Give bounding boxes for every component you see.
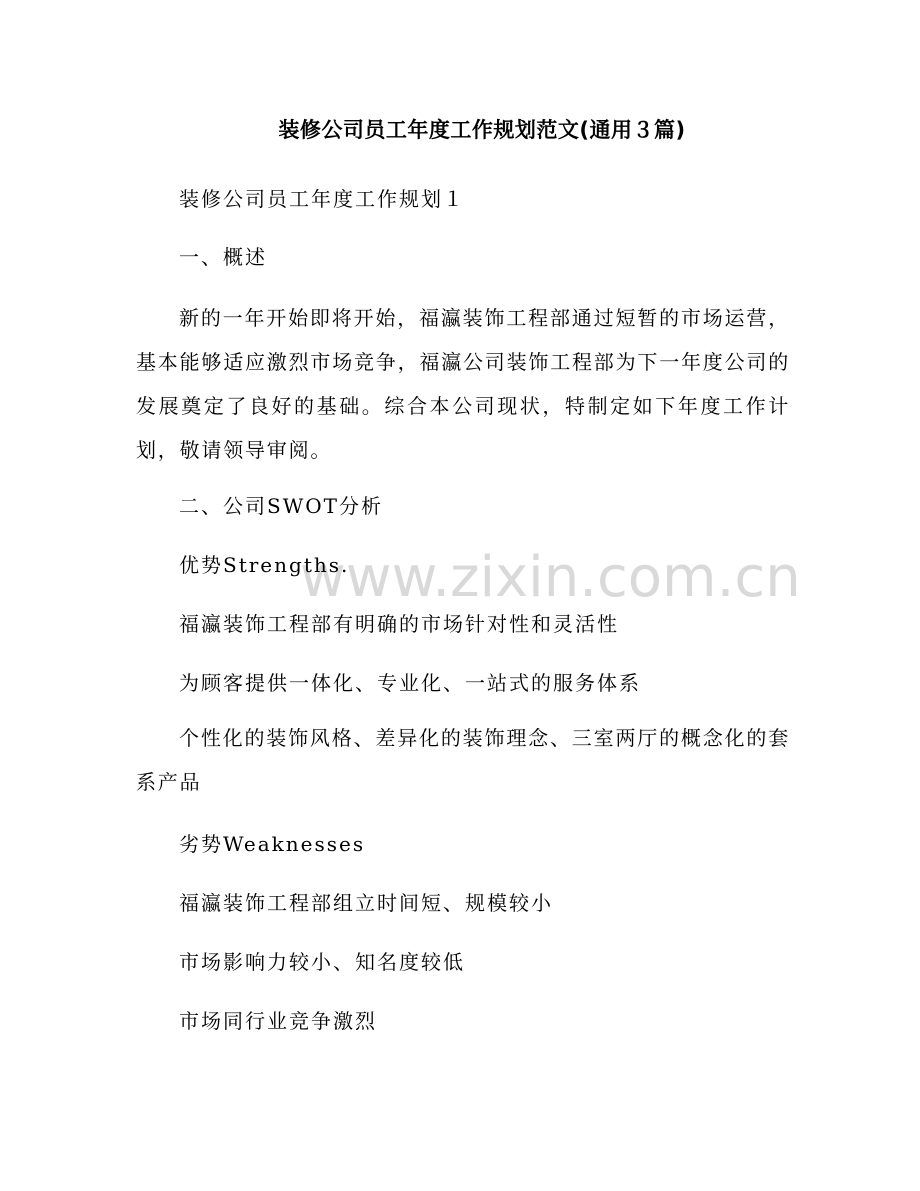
strength-item-1: 福瀛装饰工程部有明确的市场针对性和灵活性 [179, 612, 619, 636]
strength-item-3: 个性化的装饰风格、差异化的装饰理念、三室两厅的概念化的套系产品 [136, 726, 790, 794]
intro-paragraph: 新的一年开始即将开始，福瀛装饰工程部通过短暂的市场运营，基本能够适应激烈市场竞争，福瀛公司装饰工程部为下一年度公司的发展奠定了良好的基础。综合本公司现状，特制定如下年度工作计划，敬请领导审阅。 [136, 306, 790, 462]
heading-swot: 二、公司SWOT分析 [179, 494, 383, 518]
document-title: 装修公司员工年度工作规划范文(通用３篇) [278, 118, 686, 142]
strength-item-2: 为顾客提供一体化、专业化、一站式的服务体系 [179, 671, 641, 695]
strengths-heading: 优势Strengths. [179, 553, 350, 577]
watermark: www.zixin.com.cn [300, 545, 801, 610]
heading-overview: 一、概述 [179, 245, 267, 269]
weakness-item-1: 福瀛装饰工程部组立时间短、规模较小 [179, 891, 553, 915]
weakness-item-2: 市场影响力较小、知名度较低 [179, 950, 465, 974]
weakness-item-3: 市场同行业竞争激烈 [179, 1009, 377, 1033]
section-heading: 装修公司员工年度工作规划１ [179, 187, 465, 211]
weaknesses-heading: 劣势Weaknesses [179, 832, 366, 856]
